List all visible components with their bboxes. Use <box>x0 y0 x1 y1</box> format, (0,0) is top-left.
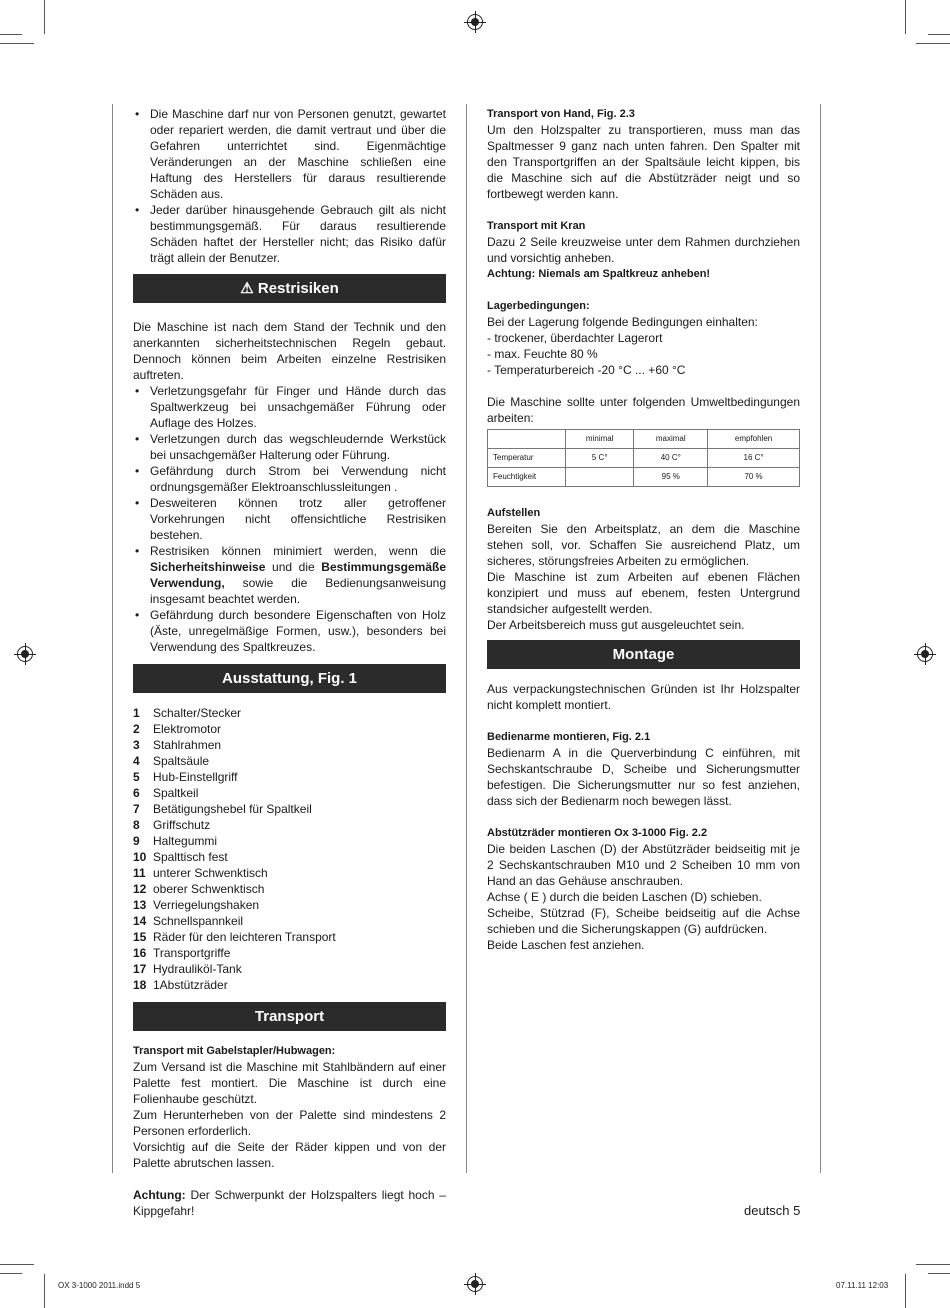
list-item: • Verletzungen durch das wegschleudernde Werkstück bei unsachgemäßer Halterung oder Führung. <box>133 431 446 463</box>
table-cell: 16 C° <box>708 449 800 468</box>
item-label: Betätigungshebel für Spaltkeil <box>153 802 312 816</box>
table-cell: 95 % <box>634 468 708 487</box>
transport-kran-subheading: Transport mit Kran <box>487 220 586 232</box>
left-column <box>133 106 446 1219</box>
list-item <box>133 817 446 833</box>
item-number: 2 <box>133 722 140 736</box>
item-label: Stahlrahmen <box>153 738 222 752</box>
list-item <box>133 849 446 865</box>
item-number: 7 <box>133 802 140 816</box>
item-number: 11 <box>133 866 146 880</box>
bold-term: Bestimmungsgemäße Verwendung, <box>150 560 446 590</box>
list-item <box>133 785 446 801</box>
transport-hand-text: Um den Holzspalter zu transportieren, muss man das Spaltmesser 9 ganz nach unten fahren. Den Spalter mit den Transportgriffen an der Spaltsäule leicht kippen, bis die Maschine sich auf die Abstützräder neigt und so fortbewegt werden kann. <box>487 123 800 201</box>
item-label: Spaltkeil <box>153 786 199 800</box>
bedienarme-subheading: Bedienarme montieren, Fig. 2.1 <box>487 731 651 743</box>
item-number: 18 <box>133 978 147 992</box>
table-cell: 70 % <box>708 468 800 487</box>
lager-line: - max. Feuchte 80 % <box>487 347 598 361</box>
warning-triangle-icon: ⚠ <box>240 280 254 297</box>
item-label: oberer Schwenktisch <box>153 882 265 896</box>
list-item <box>133 801 446 817</box>
lager-line: - trockener, überdachter Lagerort <box>487 331 663 345</box>
item-label: Räder für den leichteren Transport <box>153 930 336 944</box>
table-row <box>488 468 800 487</box>
list-item <box>133 913 446 929</box>
item-number: 17 <box>133 962 147 976</box>
list-item <box>133 705 446 721</box>
table-header-cell: empfohlen <box>708 430 800 449</box>
table-cell: 40 C° <box>634 449 708 468</box>
abstuetz-paragraph: Die beiden Laschen (D) der Abstützräder beidseitig mit je 2 Sechskantschrauben M10 und 2 Scheiben 10 mm von Hand an das Gehäuse anschrauben. <box>487 842 800 888</box>
item-number: 14 <box>133 914 147 928</box>
transport-hand-subheading: Transport von Hand, Fig. 2.3 <box>487 108 635 120</box>
list-item <box>133 543 446 607</box>
registration-mark-icon <box>917 646 933 662</box>
list-item: • Desweiteren können trotz aller getroffener Vorkehrungen nicht offensichtliche Restrisiken bestehen. <box>133 495 446 543</box>
transport-paragraph: Vorsichtig auf die Seite der Räder kippen und von der Palette abrutschen lassen. <box>133 1140 446 1170</box>
table-header-row <box>488 430 800 449</box>
lager-subheading: Lagerbedingungen: <box>487 300 590 312</box>
table-cell: Feuchtigkeit <box>488 468 566 487</box>
list-item <box>133 737 446 753</box>
lager-line: - Temperaturbereich -20 °C ... +60 °C <box>487 363 686 377</box>
abstuetz-paragraph: Achse ( E ) durch die beiden Laschen (D) schieben. <box>487 890 762 904</box>
slug-timestamp: 07.11.11 12:03 <box>836 1281 889 1290</box>
bedienarme-text: Bedienarm A in die Querverbindung C einführen, mit Sechskantschraube D, Scheibe und Sicherungsmutter befestigen. Die Sicherungsmutter nur so fest anziehen, dass sich der Bedienarm noch bewegen lässt. <box>487 746 800 808</box>
item-label: Hub-Einstellgriff <box>153 770 238 784</box>
list-item: • Gefährdung durch Strom bei Verwendung nicht ordnungsgemäßer Elektroanschlussleitungen . <box>133 463 446 495</box>
registration-mark-icon <box>467 1276 483 1292</box>
warning-text: Der Schwerpunkt der Holzspalters liegt hoch – Kippgefahr! <box>133 1188 446 1218</box>
table-cell: Temperatur <box>488 449 566 468</box>
list-item: • Jeder darüber hinausgehende Gebrauch gilt als nicht bestimmungsgemäß. Für daraus resultierende Schäden haftet der Hersteller nicht; das Risiko dafür trägt allein der Benutzer. <box>133 202 446 266</box>
abstuetz-subheading: Abstützräder montieren Ox 3-1000 Fig. 2.2 <box>487 827 708 839</box>
environment-table <box>487 429 800 487</box>
list-item: • Die Maschine darf nur von Personen genutzt, gewartet oder repariert werden, die damit vertraut und über die Gefahren unterrichtet sind. Eigenmächtige Veränderungen an der Maschine schließen eine Haftung des Herstellers für daraus resultierende Schäden aus. <box>133 106 446 202</box>
item-label: Schalter/Stecker <box>153 706 242 720</box>
table-row <box>488 449 800 468</box>
item-number: 12 <box>133 882 147 896</box>
item-label: Schnellspannkeil <box>153 914 244 928</box>
abstuetz-paragraph: Scheibe, Stützrad (F), Scheibe beidseitig auf die Achse schieben und die Sicherungskappen (G) aufdrücken. <box>487 906 800 936</box>
transport-kran-warning: Achtung: Niemals am Spaltkreuz anheben! <box>487 268 711 280</box>
list-item: • Gefährdung durch besondere Eigenschaften von Holz (Äste, unregelmäßige Formen, usw.), besonders bei Verwendung des Spaltkreuzes. <box>133 607 446 655</box>
aufstellen-subheading: Aufstellen <box>487 507 541 519</box>
item-label: Spaltsäule <box>153 754 210 768</box>
item-number: 16 <box>133 946 147 960</box>
umwelt-intro: Die Maschine sollte unter folgenden Umweltbedingungen arbeiten: <box>487 395 800 425</box>
table-cell <box>566 468 634 487</box>
item-label: Spalttisch fest <box>153 850 228 864</box>
list-item <box>133 721 446 737</box>
item-label: Hydrauliköl-Tank <box>153 962 242 976</box>
list-item <box>133 881 446 897</box>
list-item-text: sowie die Bedienungsanweisung insgesamt beachtet werden. <box>150 576 446 606</box>
item-number: 4 <box>133 754 140 768</box>
list-item-text: Restrisiken können minimiert werden, wenn die <box>150 544 446 558</box>
page-number-label: deutsch 5 <box>744 1203 801 1218</box>
list-item <box>133 929 446 945</box>
section-heading-montage: Montage <box>487 640 800 669</box>
right-column <box>487 106 800 953</box>
section-heading-ausstattung: Ausstattung, Fig. 1 <box>133 664 446 693</box>
equipment-list <box>133 705 446 993</box>
item-label: Transportgriffe <box>153 946 231 960</box>
transport-kran-text: Dazu 2 Seile kreuzweise unter dem Rahmen durchziehen und vorsichtig anheben. <box>487 235 800 265</box>
item-number: 15 <box>133 930 147 944</box>
item-number: 9 <box>133 834 140 848</box>
intro-bullet-list <box>133 106 446 266</box>
list-item <box>133 865 446 881</box>
bold-term: Sicherheitshinweise <box>150 560 266 574</box>
list-item <box>133 753 446 769</box>
aufstellen-paragraph: Bereiten Sie den Arbeitsplatz, an dem die Maschine stehen soll, vor. Schaffen Sie ausreichend Platz, um sicheres, störungsfreies Arbeiten zu ermöglichen. <box>487 522 800 568</box>
column-rule-left <box>112 104 113 1173</box>
item-number: 5 <box>133 770 140 784</box>
section-heading-restrisiken <box>133 274 446 303</box>
registration-mark-icon <box>467 14 483 30</box>
warning-label: Achtung: <box>133 1188 186 1202</box>
transport-subheading: Transport mit Gabelstapler/Hubwagen: <box>133 1045 336 1057</box>
list-item <box>133 945 446 961</box>
aufstellen-paragraph: Der Arbeitsbereich muss gut ausgeleuchtet sein. <box>487 618 745 632</box>
item-label: 1Abstützräder <box>153 978 228 992</box>
table-cell: 5 C° <box>566 449 634 468</box>
list-item <box>133 977 446 993</box>
list-item: • Verletzungsgefahr für Finger und Hände durch das Spaltwerkzeug bei unsachgemäßer Führung oder Auflage des Holzes. <box>133 383 446 431</box>
list-item <box>133 961 446 977</box>
aufstellen-paragraph: Die Maschine ist zum Arbeiten auf ebenen Flächen konzipiert und muss auf ebenem, festen Untergrund standsicher aufgestellt werden. <box>487 570 800 616</box>
item-number: 8 <box>133 818 140 832</box>
section-heading-label: Restrisiken <box>257 280 339 297</box>
section-heading-transport: Transport <box>133 1002 446 1031</box>
item-label: Elektromotor <box>153 722 222 736</box>
restrisiken-list <box>133 383 446 655</box>
column-rule-right <box>820 104 821 1173</box>
montage-intro: Aus verpackungstechnischen Gründen ist Ihr Holzspalter nicht komplett montiert. <box>487 682 800 712</box>
table-header-cell: maximal <box>634 430 708 449</box>
item-label: Griffschutz <box>153 818 211 832</box>
table-header-cell <box>488 430 566 449</box>
item-label: unterer Schwenktisch <box>153 866 268 880</box>
registration-mark-icon <box>17 646 33 662</box>
list-item <box>133 769 446 785</box>
list-item <box>133 897 446 913</box>
transport-warning <box>133 1187 446 1219</box>
lager-intro: Bei der Lagerung folgende Bedingungen einhalten: <box>487 315 758 329</box>
restrisiken-intro: Die Maschine ist nach dem Stand der Technik und den anerkannten sicherheitstechnischen Regeln gebaut. Dennoch können beim Arbeiten einzelne Restrisiken auftreten. <box>133 320 446 382</box>
transport-paragraph: Zum Herunterheben von der Palette sind mindestens 2 Personen erforderlich. <box>133 1108 446 1138</box>
abstuetz-paragraph: Beide Laschen fest anziehen. <box>487 938 645 952</box>
column-rule-middle <box>466 104 467 1173</box>
item-number: 1 <box>133 706 140 720</box>
list-item <box>133 833 446 849</box>
list-item-text: und die <box>272 560 315 574</box>
item-number: 13 <box>133 898 147 912</box>
table-header-cell: minimal <box>566 430 634 449</box>
slug-file-info: OX 3-1000 2011.indd 5 <box>58 1281 141 1290</box>
item-label: Verriegelungshaken <box>153 898 260 912</box>
item-number: 10 <box>133 850 147 864</box>
item-label: Haltegummi <box>153 834 218 848</box>
item-number: 3 <box>133 738 140 752</box>
item-number: 6 <box>133 786 140 800</box>
transport-paragraph: Zum Versand ist die Maschine mit Stahlbändern auf einer Palette fest montiert. Die Maschine ist durch eine Folienhaube geschützt. <box>133 1060 446 1106</box>
